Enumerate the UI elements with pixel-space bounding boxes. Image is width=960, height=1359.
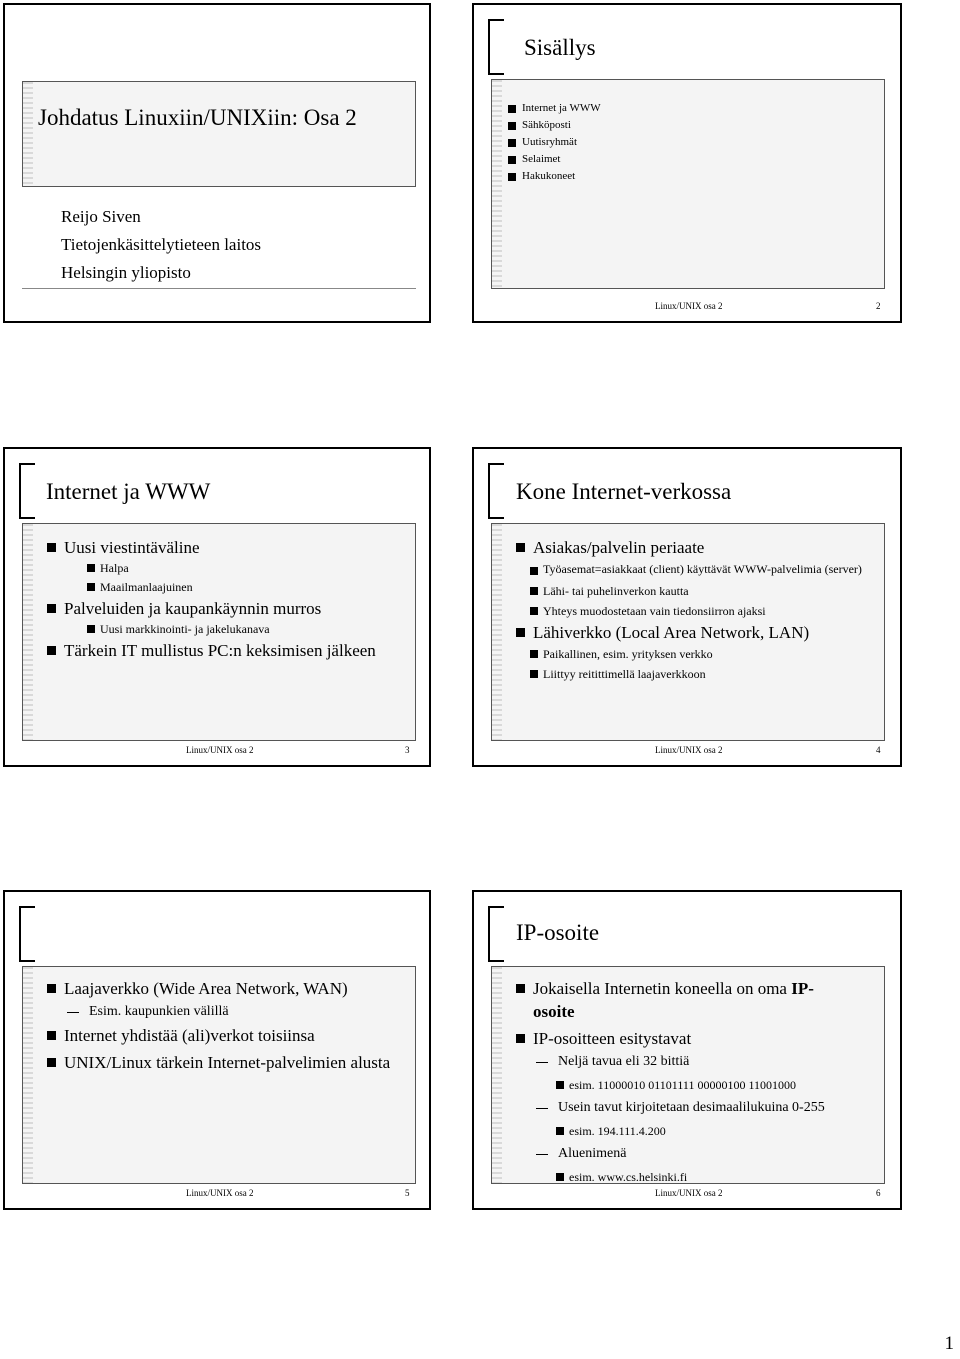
slide-title: Kone Internet-verkossa (516, 479, 732, 504)
bullet-list (47, 977, 392, 1074)
list-subitem: Työasemat=asiakkaat (client) käyttävät WWW-palvelimia (server) (530, 561, 866, 578)
list-subitem: Yhteys muodostetaan vain tiedonsiirron ajaksi (530, 601, 866, 621)
divider (22, 288, 416, 289)
title-tab (488, 906, 504, 962)
slide-1 (3, 3, 431, 323)
bullet-list (516, 536, 866, 684)
slide-4 (472, 447, 902, 767)
list-item: Selaimet (508, 151, 601, 168)
slide-footer: Linux/UNIX osa 2 (186, 1188, 254, 1198)
list-subitem: Maailmanlaajuinen (87, 578, 387, 597)
title-panel (22, 81, 416, 187)
list-subsubitem: esim. 11000010 01101111 00000100 11001000 (556, 1074, 861, 1096)
list-item: UNIX/Linux tärkein Internet-palvelimien alusta (47, 1051, 392, 1074)
list-subitem: Lähi- tai puhelinverkon kautta (530, 581, 866, 601)
title-tab (19, 463, 35, 519)
bullet-list (516, 977, 861, 1188)
list-item: Sähköposti (508, 117, 601, 134)
content-panel (22, 966, 416, 1184)
title-tab (19, 906, 35, 962)
contents-list (508, 100, 601, 185)
list-subitem: Uusi markkinointi- ja jakelukanava (87, 620, 387, 639)
slide-number: 3 (405, 745, 410, 755)
list-item: Laajaverkko (Wide Area Network, WAN) (47, 977, 392, 1000)
content-panel (491, 79, 885, 289)
panel-hatch (492, 80, 502, 288)
slide-title: Johdatus Linuxiin/UNIXiin: Osa 2 (38, 105, 357, 130)
content-panel (22, 523, 416, 741)
list-item: Palveluiden ja kaupankäynnin murros (47, 597, 387, 620)
slide-title: Sisällys (524, 35, 596, 60)
list-subitem: Halpa (87, 559, 387, 578)
list-subitem: Paikallinen, esim. yrityksen verkko (530, 644, 866, 664)
slide-number: 4 (876, 745, 881, 755)
panel-hatch (492, 967, 502, 1183)
list-item-bold: IP-osoite (533, 979, 814, 1021)
list-item: Tärkein IT mullistus PC:n keksimisen jälkeen (47, 639, 387, 662)
slide-6 (472, 890, 902, 1210)
list-item (516, 977, 861, 1023)
slide-footer: Linux/UNIX osa 2 (655, 745, 723, 755)
list-item: Uusi viestintäväline (47, 536, 387, 559)
panel-hatch (23, 524, 33, 740)
slide-title: IP-osoite (516, 920, 600, 945)
sheet-page-number: 1 (944, 1333, 954, 1354)
bullet-list (47, 536, 387, 662)
content-panel (491, 523, 885, 741)
title-tab (488, 19, 504, 75)
slide-number: 2 (876, 301, 881, 311)
list-item: IP-osoitteen esitystavat (516, 1027, 861, 1050)
slide-number: 6 (876, 1188, 881, 1198)
panel-hatch (23, 82, 33, 186)
list-subitem: Aluenimenä (536, 1142, 861, 1166)
content-panel (491, 966, 885, 1184)
list-item: Lähiverkko (Local Area Network, LAN) (516, 621, 866, 644)
slide-footer: Linux/UNIX osa 2 (186, 745, 254, 755)
author-block (61, 203, 261, 287)
panel-hatch (23, 967, 33, 1183)
title-tab (488, 463, 504, 519)
list-item: Internet ja WWW (508, 100, 601, 117)
list-subitem: Esim. kaupunkien välillä (67, 1000, 392, 1024)
list-subitem: Liittyy reitittimellä laajaverkkoon (530, 664, 866, 684)
slide-title: Internet ja WWW (46, 479, 211, 504)
slide-number: 5 (405, 1188, 410, 1198)
list-item: Hakukoneet (508, 168, 601, 185)
author-university: Helsingin yliopisto (61, 263, 191, 282)
list-item: Asiakas/palvelin periaate (516, 536, 866, 559)
list-item: Internet yhdistää (ali)verkot toisiinsa (47, 1024, 392, 1047)
list-item: Uutisryhmät (508, 134, 601, 151)
author-department: Tietojenkäsittelytieteen laitos (61, 235, 262, 254)
slide-footer: Linux/UNIX osa 2 (655, 301, 723, 311)
list-subsubitem: esim. 194.111.4.200 (556, 1120, 861, 1142)
slide-5 (3, 890, 431, 1210)
slide-3 (3, 447, 431, 767)
list-subitem: Usein tavut kirjoitetaan desimaalilukuina 0-255 (536, 1096, 861, 1120)
author-name: Reijo Siven (61, 207, 141, 226)
slide-footer: Linux/UNIX osa 2 (655, 1188, 723, 1198)
list-subsubitem: esim. www.cs.helsinki.fi (556, 1166, 861, 1188)
slide-2 (472, 3, 902, 323)
list-item-text: Jokaisella Internetin koneella on oma (533, 979, 792, 998)
panel-hatch (492, 524, 502, 740)
list-subitem: Neljä tavua eli 32 bittiä (536, 1050, 861, 1074)
